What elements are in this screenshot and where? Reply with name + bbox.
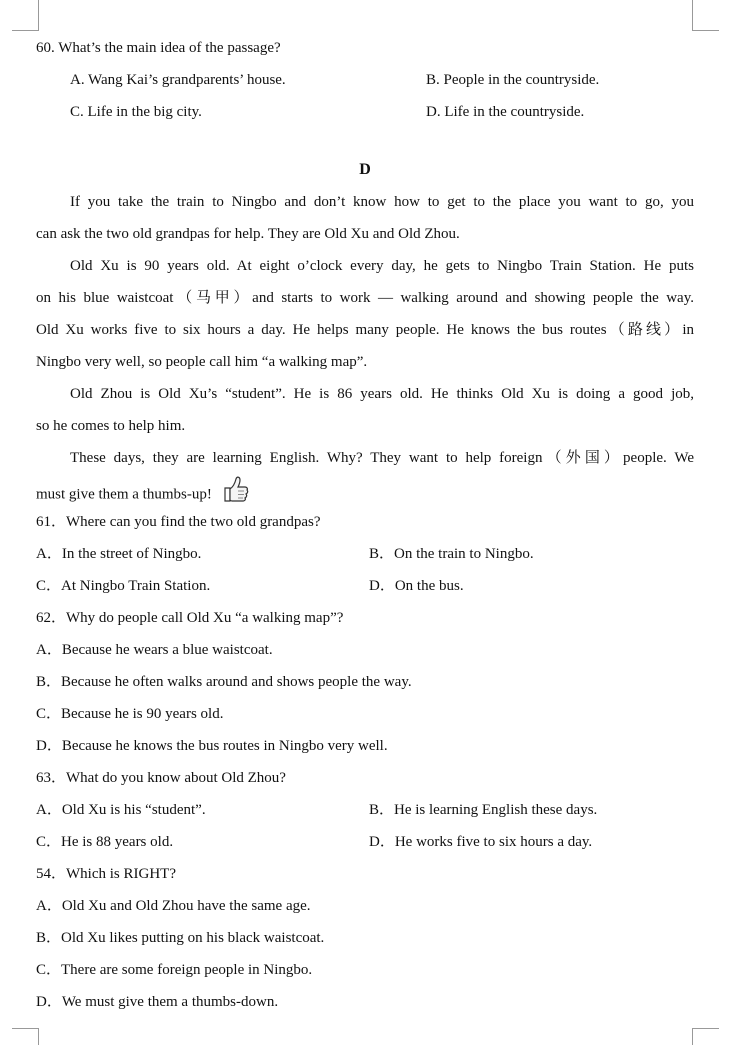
option-a: A．Because he wears a blue waistcoat. <box>36 642 273 658</box>
crop-mark-top-left <box>12 0 39 31</box>
option-b: B．On the train to Ningbo. <box>369 546 534 562</box>
option-d: D．Because he knows the bus routes in Ningbo very well. <box>36 738 388 754</box>
option-row <box>36 96 694 128</box>
option-b: B．He is learning English these days. <box>369 802 598 818</box>
option-d: D. Life in the countryside. <box>426 104 585 120</box>
option-c: C．There are some foreign people in Ningbo. <box>36 962 313 978</box>
question-stem: 62．Why do people call Old Xu “a walking map”? <box>36 610 344 626</box>
option-c: C．He is 88 years old. <box>36 834 174 850</box>
option-a: A．In the street of Ningbo. <box>36 546 202 562</box>
passage-line: must give them a thumbs-up! <box>36 474 694 506</box>
reading-passage <box>36 186 694 506</box>
passage-line: Old Xu is 90 years old. At eight o’clock every day, he gets to Ningbo Train Station. He puts <box>70 258 694 274</box>
option-row <box>36 794 694 826</box>
option-c: C. Life in the big city. <box>70 104 202 120</box>
document-page <box>36 32 694 1018</box>
passage-line: on his blue waistcoat（马甲）and starts to work — walking around and showing people the way. <box>36 290 694 306</box>
option-row <box>36 570 694 602</box>
option-row <box>36 64 694 96</box>
option-d: D．We must give them a thumbs-down. <box>36 994 279 1010</box>
question-60 <box>36 32 694 128</box>
passage-line: so he comes to help him. <box>36 418 186 434</box>
option-c: C．Because he is 90 years old. <box>36 706 224 722</box>
option-b: B．Because he often walks around and shows people the way. <box>36 674 412 690</box>
passage-line: can ask the two old grandpas for help. They are Old Xu and Old Zhou. <box>36 226 460 242</box>
option-b: B. People in the countryside. <box>426 72 600 88</box>
option-row <box>36 826 694 858</box>
question-54 <box>36 858 694 1018</box>
option-b: B．Old Xu likes putting on his black waistcoat. <box>36 930 325 946</box>
option-row <box>36 538 694 570</box>
option-d: D．He works five to six hours a day. <box>369 834 593 850</box>
option-c: C．At Ningbo Train Station. <box>36 578 211 594</box>
passage-line: Old Zhou is Old Xu’s “student”. He is 86 years old. He thinks Old Xu is doing a good job, <box>70 386 694 402</box>
question-61 <box>36 506 694 602</box>
question-stem: 60. What’s the main idea of the passage? <box>36 40 281 56</box>
section-title: D <box>359 161 371 178</box>
question-62 <box>36 602 694 762</box>
option-a: A．Old Xu is his “student”. <box>36 802 206 818</box>
crop-mark-bottom-left <box>12 1028 39 1045</box>
passage-line: If you take the train to Ningbo and don’t know how to get to the place you want to go, you <box>70 194 694 210</box>
passage-line: Old Xu works five to six hours a day. He helps many people. He knows the bus routes（路线）in <box>36 322 694 338</box>
option-d: D．On the bus. <box>369 578 464 594</box>
crop-mark-top-right <box>692 0 719 31</box>
question-stem: 61．Where can you find the two old grandpas? <box>36 514 321 530</box>
question-63 <box>36 762 694 858</box>
option-a: A. Wang Kai’s grandparents’ house. <box>70 72 286 88</box>
passage-line: These days, they are learning English. Why? They want to help foreign（外国）people. We <box>70 450 694 466</box>
question-stem: 54．Which is RIGHT? <box>36 866 176 882</box>
question-stem: 63．What do you know about Old Zhou? <box>36 770 286 786</box>
passage-line: Ningbo very well, so people call him “a walking map”. <box>36 354 368 370</box>
crop-mark-bottom-right <box>692 1028 719 1045</box>
option-a: A．Old Xu and Old Zhou have the same age. <box>36 898 311 914</box>
